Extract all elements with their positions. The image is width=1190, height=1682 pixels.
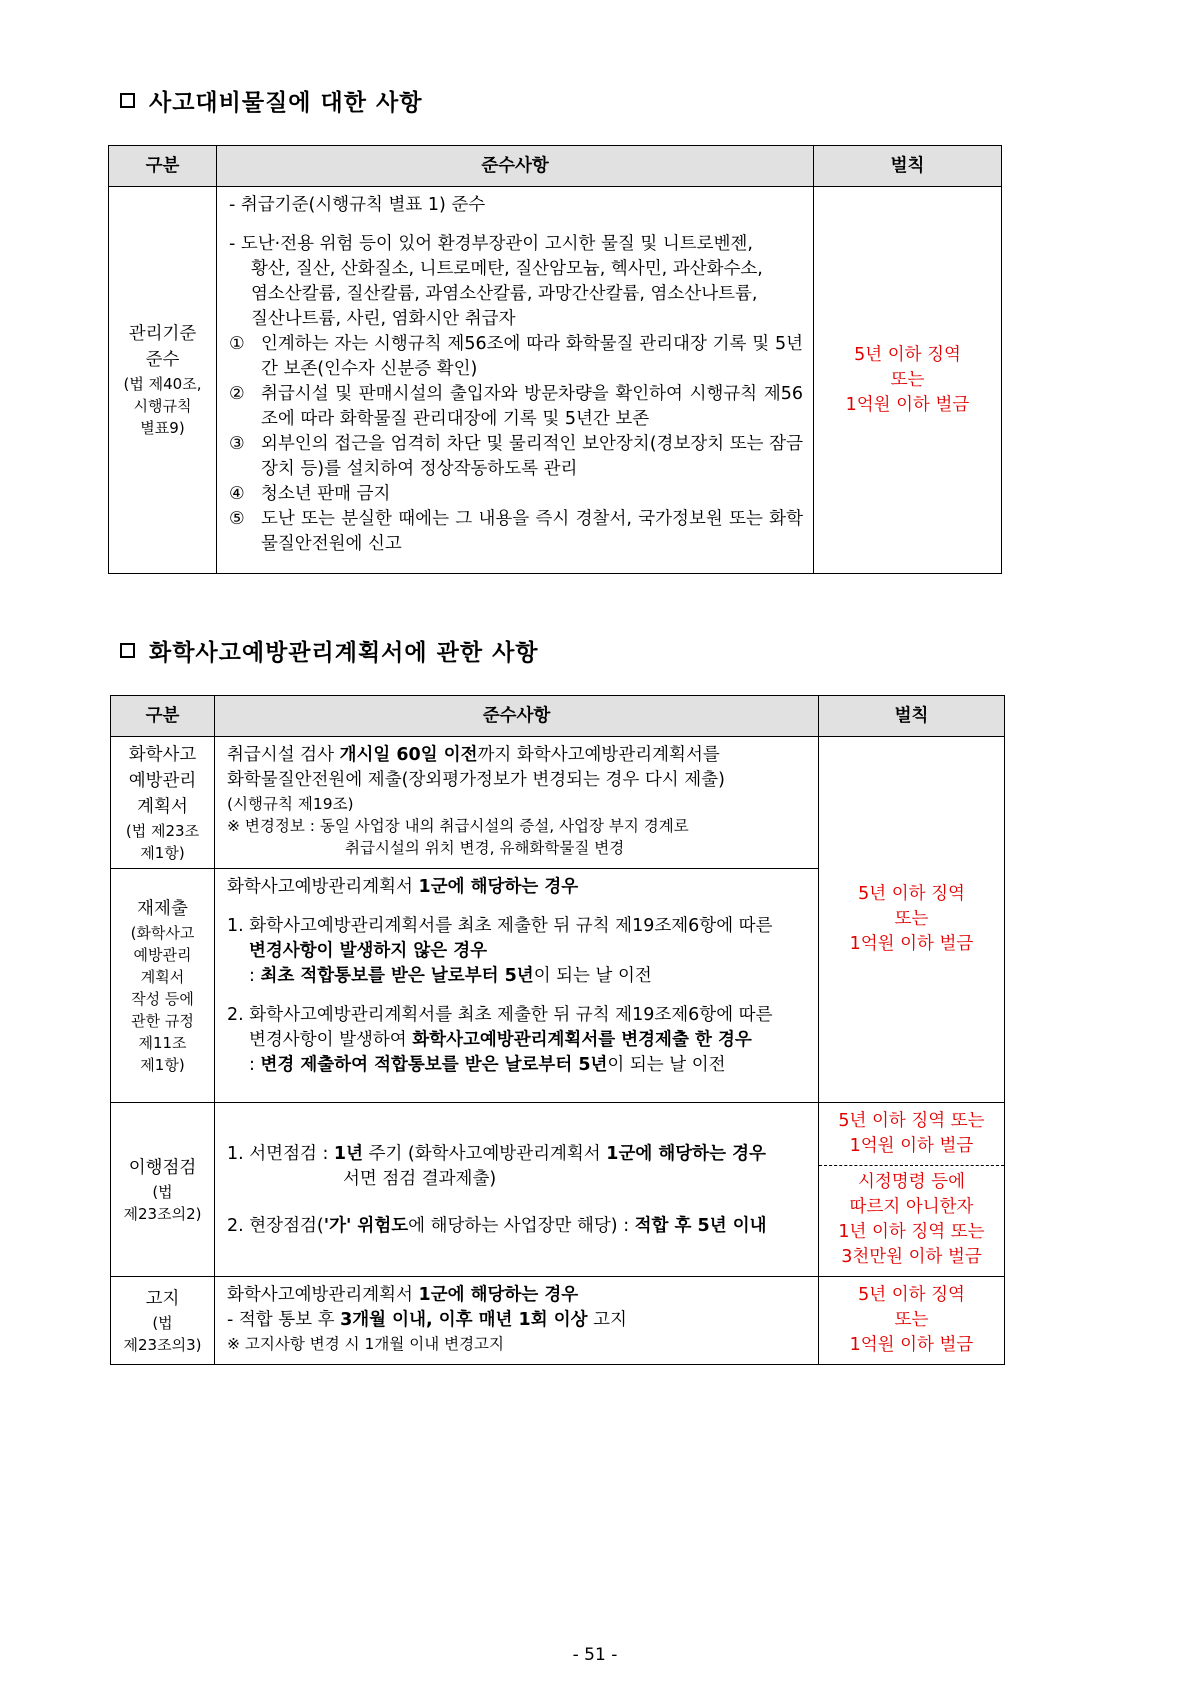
category-sub: (법 제23조 제1항): [125, 821, 200, 862]
category-cell: [111, 869, 215, 1103]
req-line: : 최초 적합통보를 받은 날로부터 5년이 되는 날 이전: [249, 966, 652, 986]
category-cell: [111, 1103, 215, 1277]
penalty-text: 5년 이하 징역 또는 1억원 이하 벌금: [838, 1111, 985, 1156]
category-cell: [111, 1277, 215, 1365]
category-main: 재제출: [137, 898, 188, 919]
requirement-cell: [217, 187, 814, 574]
item-number: ②: [229, 384, 245, 404]
section-title-1-text: 사고대비물질에 대한 사항: [149, 90, 423, 116]
table-header-row: [111, 696, 1005, 737]
req-line: 황산, 질산, 산화질소, 니트로메탄, 질산암모늄, 헥사민, 과산화수소,: [251, 259, 763, 279]
req-line: (시행규칙 제19조): [227, 795, 354, 813]
req-line: - 적합 통보 후 3개월 이내, 이후 매년 1회 이상 고지: [227, 1310, 627, 1330]
header-penalty: 벌칙: [814, 146, 1002, 187]
checkbox-square-icon: [120, 643, 135, 658]
list-item: [229, 382, 803, 432]
penalty-text: 시정명령 등에 따르지 아니한자 1년 이하 징역 또는 3천만원 이하 벌금: [819, 1165, 1004, 1274]
req-line: 1. 서면점검 : 1년 주기 (화학사고예방관리계획서 1군에 해당하는 경우: [227, 1144, 766, 1164]
list-item: [229, 332, 803, 382]
req-line: 화학사고예방관리계획서 1군에 해당하는 경우: [227, 1285, 579, 1305]
req-line: 취급시설 검사 개시일 60일 이전까지 화학사고예방관리계획서를: [227, 745, 720, 765]
category-sub: (법 제40조, 시행규칙 별표9): [123, 375, 202, 437]
req-line: 질산나트륨, 사린, 염화시안 취급자: [251, 309, 516, 329]
penalty-line: 또는: [894, 909, 929, 929]
table-row: [111, 1103, 1005, 1277]
table-risk-plan: [110, 695, 1005, 1365]
penalty-line: 5년 이하 징역: [854, 344, 961, 365]
table-hazard-substance: [108, 145, 1002, 574]
table-header-row: [109, 146, 1002, 187]
item-number: ④: [229, 484, 245, 504]
category-main: 고지: [145, 1288, 180, 1309]
table-row: [111, 1277, 1005, 1365]
category-sub: (법 제23조의2): [123, 1182, 202, 1223]
category-sub: (법 제23조의3): [123, 1313, 202, 1354]
item-text: 취급시설 및 판매시설의 출입자와 방문차량을 확인하여 시행규칙 제56조에 따라 화학물질 관리대장에 기록 및 5년간 보존: [261, 384, 803, 429]
penalty-line: 또는: [894, 1310, 929, 1330]
header-requirement: 준수사항: [215, 696, 819, 737]
req-line: 1. 화학사고예방관리계획서를 최초 제출한 뒤 규칙 제19조제6항에 따른: [227, 916, 773, 936]
req-line: 화학물질안전원에 제출(장외평가정보가 변경되는 경우 다시 제출): [227, 770, 725, 790]
section-title-1: [120, 84, 422, 117]
category-cell: [109, 187, 217, 574]
req-line: 2. 현장점검('가' 위험도에 해당하는 사업장만 해당) : 적합 후 5년 이내: [227, 1216, 767, 1236]
item-text: 도난 또는 분실한 때에는 그 내용을 즉시 경찰서, 국가정보원 또는 화학물질안전원에 신고: [261, 509, 803, 554]
header-penalty: 벌칙: [819, 696, 1005, 737]
item-number: ⑤: [229, 509, 245, 529]
table-row: [111, 737, 1005, 869]
req-line: 화학사고예방관리계획서 1군에 해당하는 경우: [227, 877, 579, 897]
penalty-cell: [819, 1103, 1005, 1277]
req-line: 서면 점검 결과제출): [343, 1169, 497, 1189]
penalty-cell: [819, 737, 1005, 1103]
list-item: [229, 482, 803, 507]
penalty-line: 1억원 이하 벌금: [845, 394, 970, 415]
req-line: 취급시설의 위치 변경, 유해화학물질 변경: [345, 839, 625, 857]
req-line: 2. 화학사고예방관리계획서를 최초 제출한 뒤 규칙 제19조제6항에 따른: [227, 1005, 773, 1025]
req-line: 변경사항이 발생하여 화학사고예방관리계획서를 변경제출 한 경우: [249, 1030, 752, 1050]
category-main: 관리기준 준수: [128, 324, 197, 370]
header-requirement: 준수사항: [217, 146, 814, 187]
penalty-cell: [814, 187, 1002, 574]
checkbox-square-icon: [120, 93, 135, 108]
penalty-line: 1억원 이하 벌금: [849, 934, 974, 954]
req-line: - 취급기준(시행규칙 별표 1) 준수: [229, 195, 486, 215]
penalty-line: 또는: [890, 369, 925, 390]
table-row: [109, 187, 1002, 574]
penalty-cell: [819, 1277, 1005, 1365]
req-line: - 도난·전용 위험 등이 있어 환경부장관이 고시한 물질 및 니트로벤젠,: [229, 234, 753, 254]
item-number: ③: [229, 434, 245, 454]
category-main: 화학사고 예방관리 계획서: [128, 744, 197, 817]
category-cell: [111, 737, 215, 869]
penalty-line: 5년 이하 징역: [858, 1285, 965, 1305]
header-category: 구분: [111, 696, 215, 737]
req-line: 염소산칼륨, 질산칼륨, 과염소산칼륨, 과망간산칼륨, 염소산나트륨,: [251, 284, 758, 304]
item-text: 청소년 판매 금지: [261, 484, 391, 504]
requirement-cell: [215, 869, 819, 1103]
category-sub: (화학사고 예방관리 계획서 작성 등에 관한 규정 제11조 제1항): [130, 923, 195, 1074]
penalty-line: 5년 이하 징역: [858, 884, 965, 904]
section-title-2: [120, 634, 539, 667]
page-number: - 51 -: [572, 1645, 618, 1665]
req-line: ※ 변경정보 : 동일 사업장 내의 취급시설의 증설, 사업장 부지 경계로: [227, 817, 689, 835]
item-number: ①: [229, 334, 245, 354]
req-line: : 변경 제출하여 적합통보를 받은 날로부터 5년이 되는 날 이전: [249, 1055, 726, 1075]
req-line: 변경사항이 발생하지 않은 경우: [249, 941, 488, 961]
item-text: 인계하는 자는 시행규칙 제56조에 따라 화학물질 관리대장 기록 및 5년간 보존(인수자 신분증 확인): [261, 334, 803, 379]
requirement-cell: [215, 1103, 819, 1277]
section-title-2-text: 화학사고예방관리계획서에 관한 사항: [149, 640, 539, 666]
penalty-line: 1억원 이하 벌금: [849, 1335, 974, 1355]
header-category: 구분: [109, 146, 217, 187]
category-main: 이행점검: [128, 1157, 197, 1178]
requirement-cell: [215, 1277, 819, 1365]
list-item: [229, 507, 803, 557]
item-text: 외부인의 접근을 엄격히 차단 및 물리적인 보안장치(경보장치 또는 잠금장치 등)를 설치하여 정상작동하도록 관리: [261, 434, 803, 479]
list-item: [229, 432, 803, 482]
req-line: ※ 고지사항 변경 시 1개월 이내 변경고지: [227, 1335, 505, 1353]
requirement-cell: [215, 737, 819, 869]
